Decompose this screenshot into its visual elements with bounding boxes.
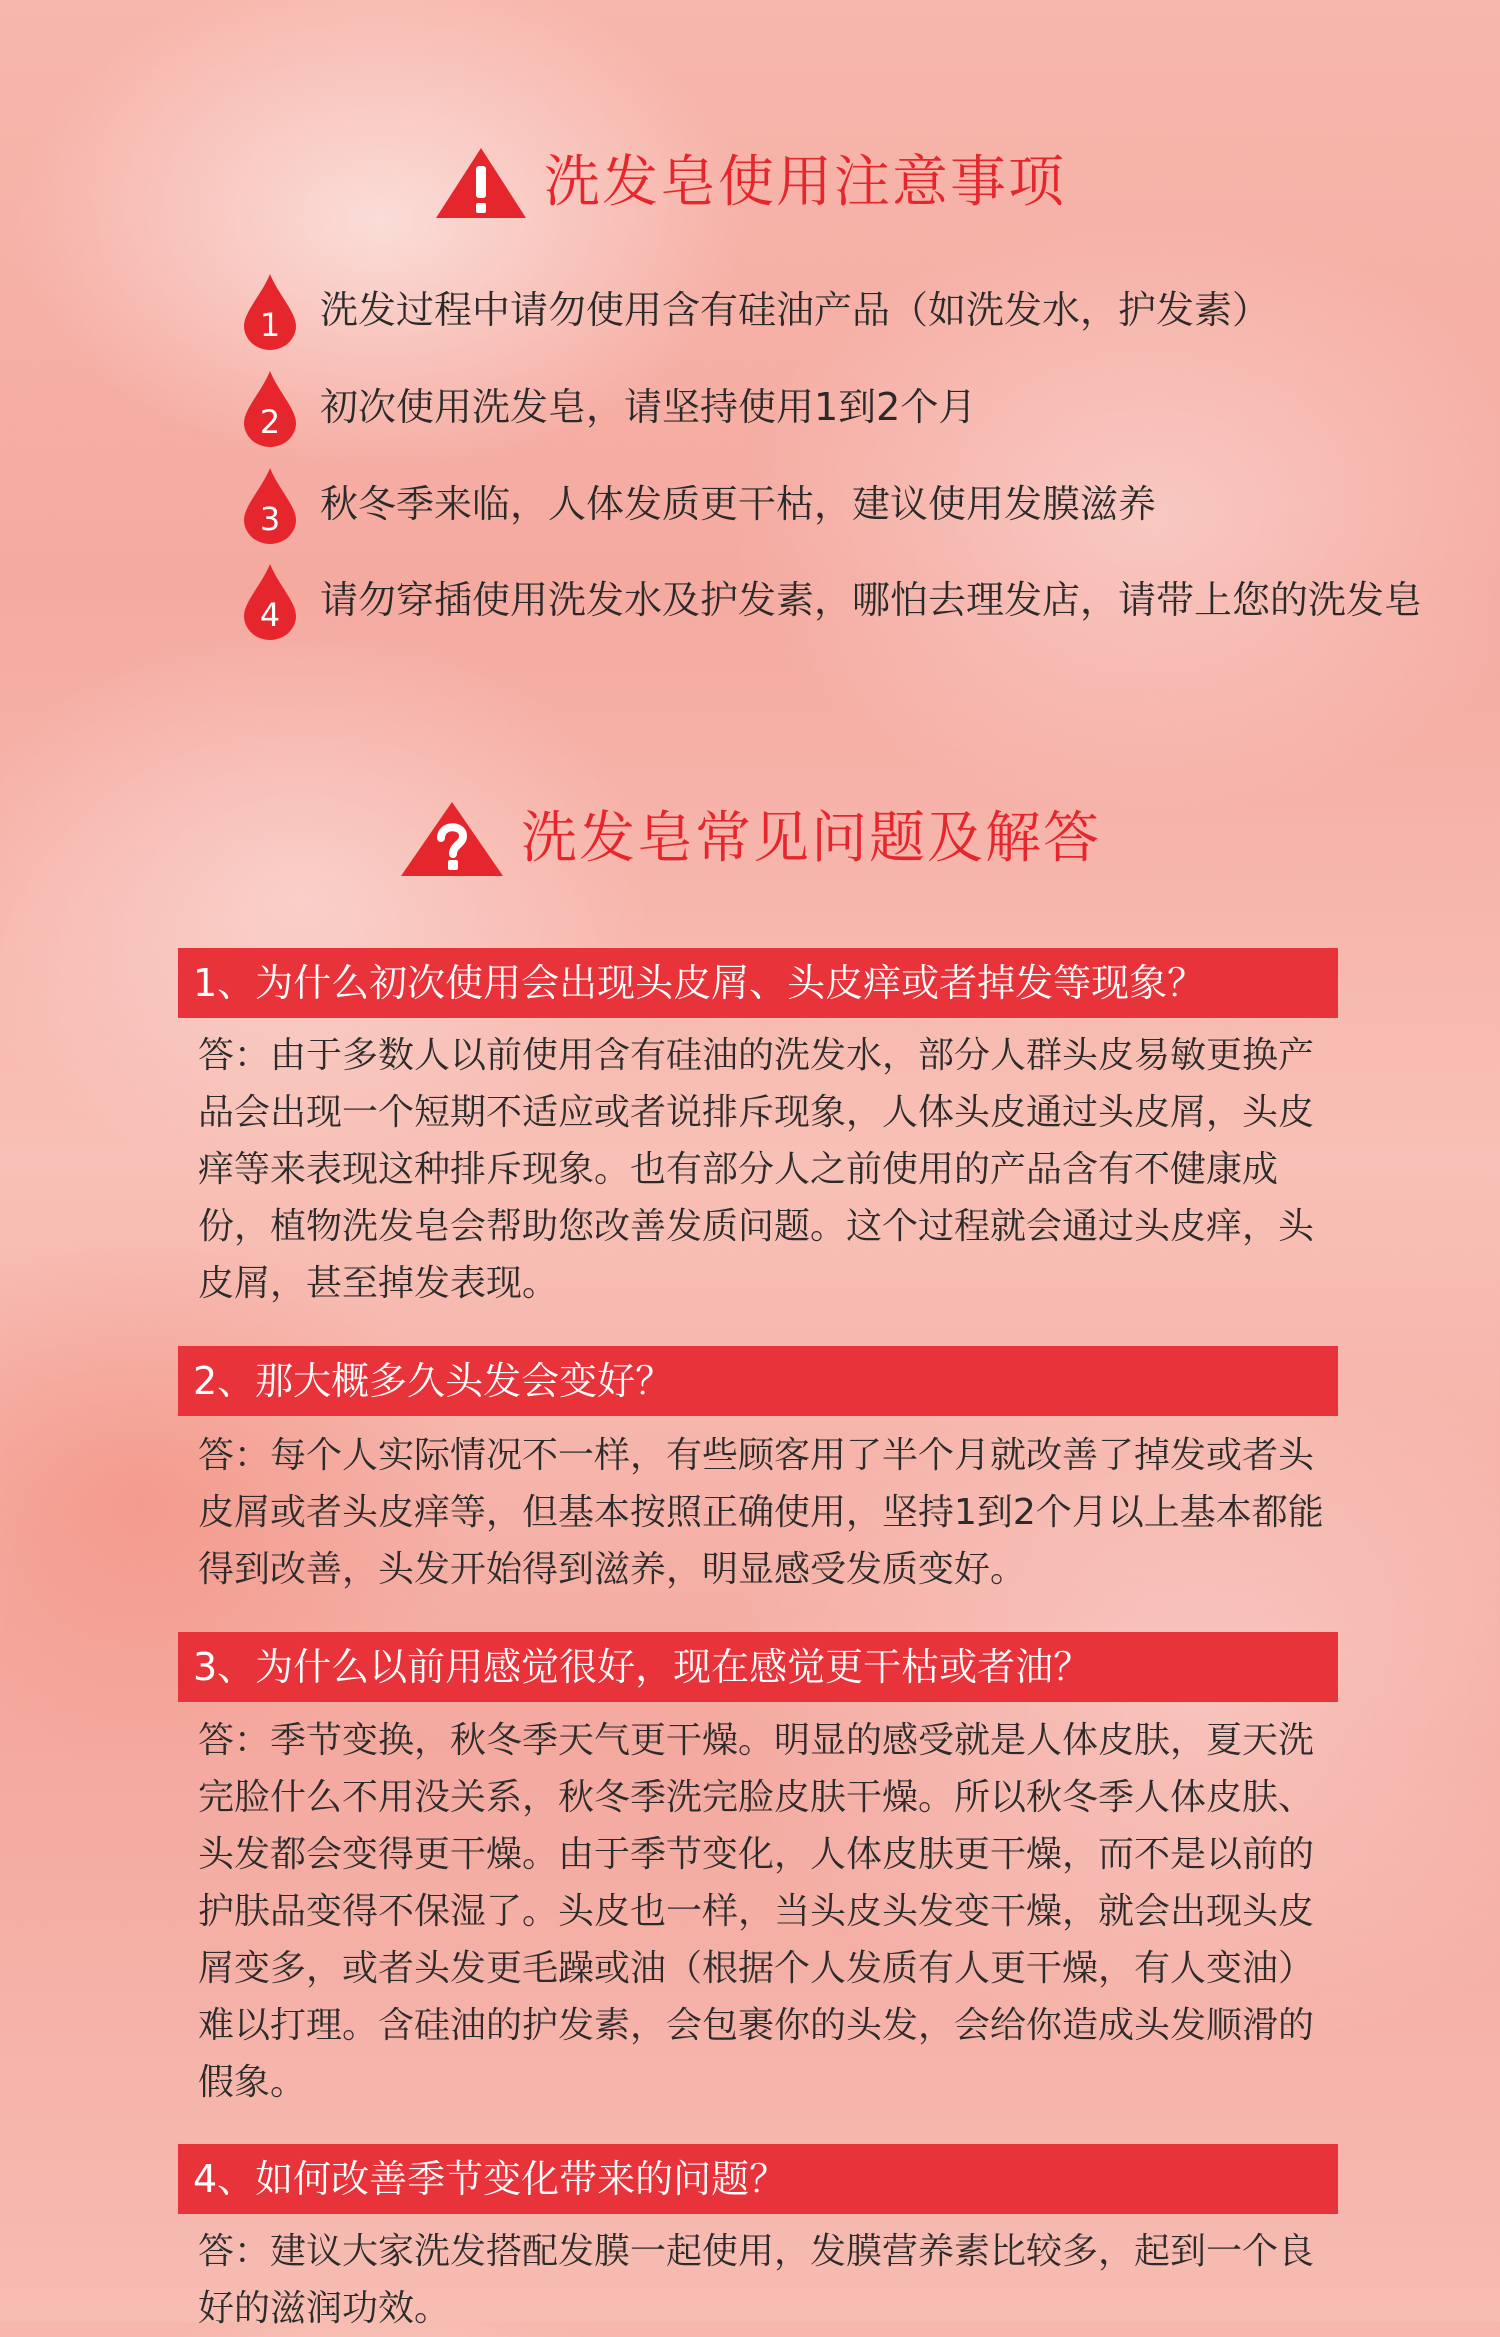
faq-question-bar: 1、为什么初次使用会出现头皮屑、头皮痒或者掉发等现象？ [178, 948, 1338, 1018]
notice-text: 洗发过程中请勿使用含有硅油产品（如洗发水，护发素） [320, 288, 1271, 332]
notice-number: 3 [259, 500, 281, 538]
faq-answer: 答：建议大家洗发搭配发膜一起使用，发膜营养素比较多，起到一个良好的滋润功效。 [198, 2231, 1315, 2329]
notice-section-title [0, 146, 1500, 220]
notice-title-text: 洗发皂使用注意事项 [544, 150, 1066, 215]
notice-text: 请勿穿插使用洗发水及护发素，哪怕去理发店，请带上您的洗发皂 [320, 578, 1423, 622]
notice-number: 2 [259, 403, 281, 441]
warning-question-icon [399, 800, 505, 878]
notice-number: 4 [259, 596, 281, 634]
faq-answer: 答：由于多数人以前使用含有硅油的洗发水，部分人群头皮易敏更换产品会出现一个短期不适应或者说排斥现象，人体头皮通过头皮屑，头皮痒等来表现这种排斥现象。也有部分人之前使用的产品含有不健康成份，植物洗发皂会帮助您改善发质问题。这个过程就会通过头皮痒，头皮屑，甚至掉发表现。 [198, 1035, 1315, 1304]
faq-answer: 答：每个人实际情况不一样，有些顾客用了半个月就改善了掉发或者头皮屑或者头皮痒等，但基本按照正确使用，坚持1到2个月以上基本都能得到改善，头发开始得到滋养，明显感受发质变好。 [198, 1435, 1324, 1590]
faq-question-bar: 4、如何改善季节变化带来的问题？ [178, 2144, 1338, 2214]
notice-text: 秋冬季来临，人体发质更干枯，建议使用发膜滋养 [320, 482, 1157, 526]
notice-text: 初次使用洗发皂，请坚持使用1到2个月 [320, 385, 977, 429]
faq-question-bar: 3、为什么以前用感觉很好，现在感觉更干枯或者油？ [178, 1632, 1338, 1702]
faq-answer: 答：季节变换，秋冬季天气更干燥。明显的感受就是人体皮肤，夏天洗完脸什么不用没关系，秋冬季洗完脸皮肤干燥。所以秋冬季人体皮肤、头发都会变得更干燥。由于季节变化，人体皮肤更干燥，而不是以前的护肤品变得不保湿了。头皮也一样，当头皮头发变干燥，就会出现头皮屑变多，或者头发更毛躁或油（根据个人发质有人更干燥，有人变油）难以打理。含硅油的护发素，会包裹你的头发，会给你造成头发顺滑的假象。 [198, 1720, 1315, 2103]
faq-title-text: 洗发皂常见问题及解答 [521, 806, 1101, 871]
faq-section-title [0, 800, 1500, 878]
faq-question-bar: 2、那大概多久头发会变好？ [178, 1346, 1338, 1416]
warning-exclamation-icon [434, 146, 528, 220]
notice-number: 1 [259, 306, 281, 344]
